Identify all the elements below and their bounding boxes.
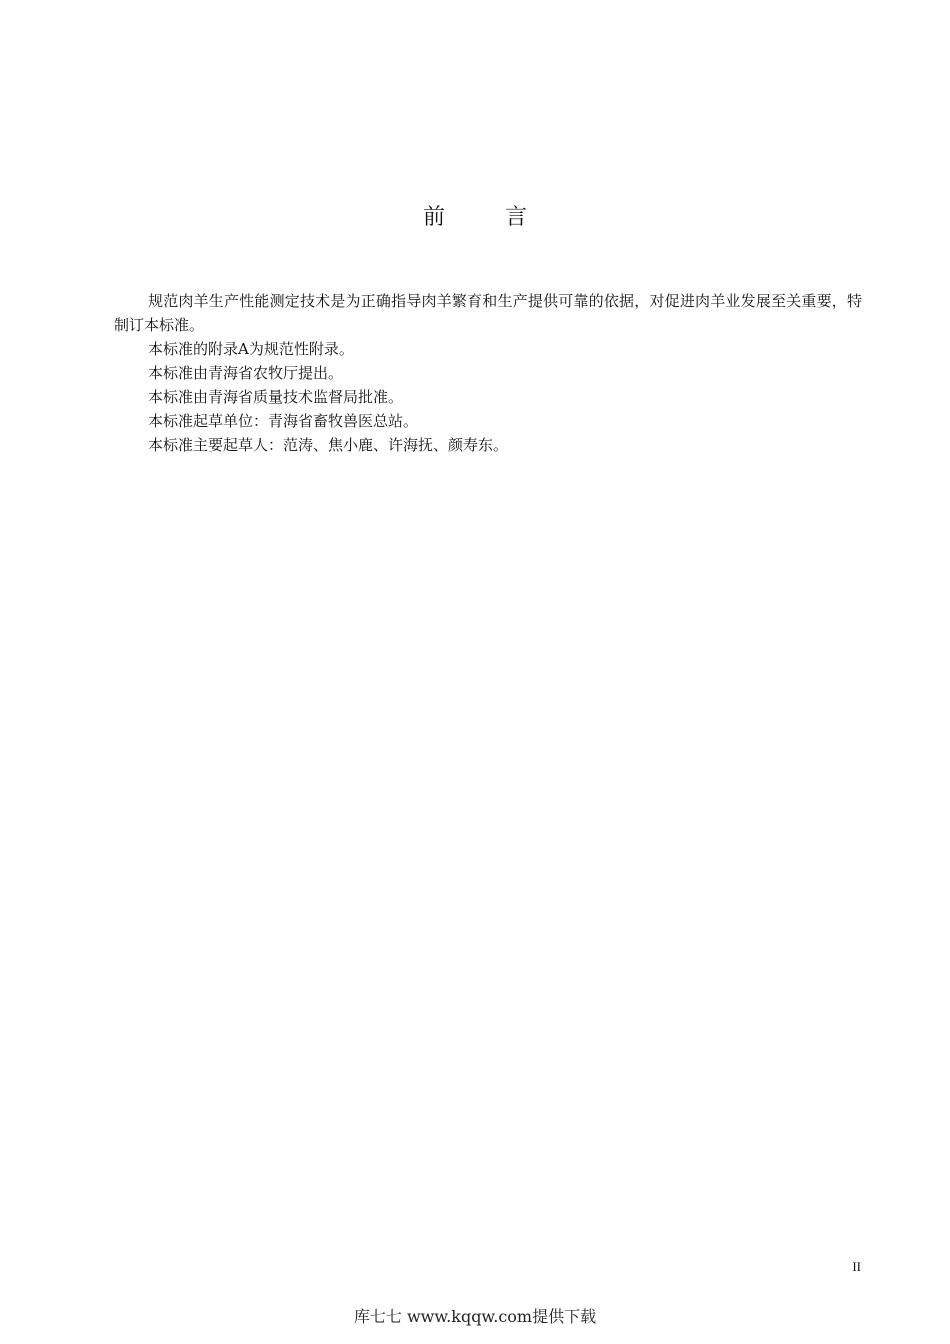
foreword-paragraph-5: 本标准起草单位：青海省畜牧兽医总站。 [148,412,419,430]
foreword-paragraph-6: 本标准主要起草人：范涛、焦小鹿、许海抚、颜寿东。 [148,436,509,454]
foreword-paragraph-1: 规范肉羊生产性能测定技术是为正确指导肉羊繁育和生产提供可靠的依据，对促进肉羊业发展至关重要，特制订本标准。 [114,292,862,334]
title-char-2: 言 [505,205,528,230]
page-number: II [852,1259,861,1274]
foreword-title [0,203,950,233]
foreword-paragraph-3: 本标准由青海省农牧厅提出。 [148,364,344,382]
download-footer: 库七七 www.kqqw.com提供下载 [353,1307,597,1326]
title-char-1: 前 [422,205,445,230]
foreword-body [114,289,862,457]
foreword-paragraph-2: 本标准的附录A为规范性附录。 [148,340,354,358]
foreword-paragraph-4: 本标准由青海省质量技术监督局批准。 [148,388,404,406]
